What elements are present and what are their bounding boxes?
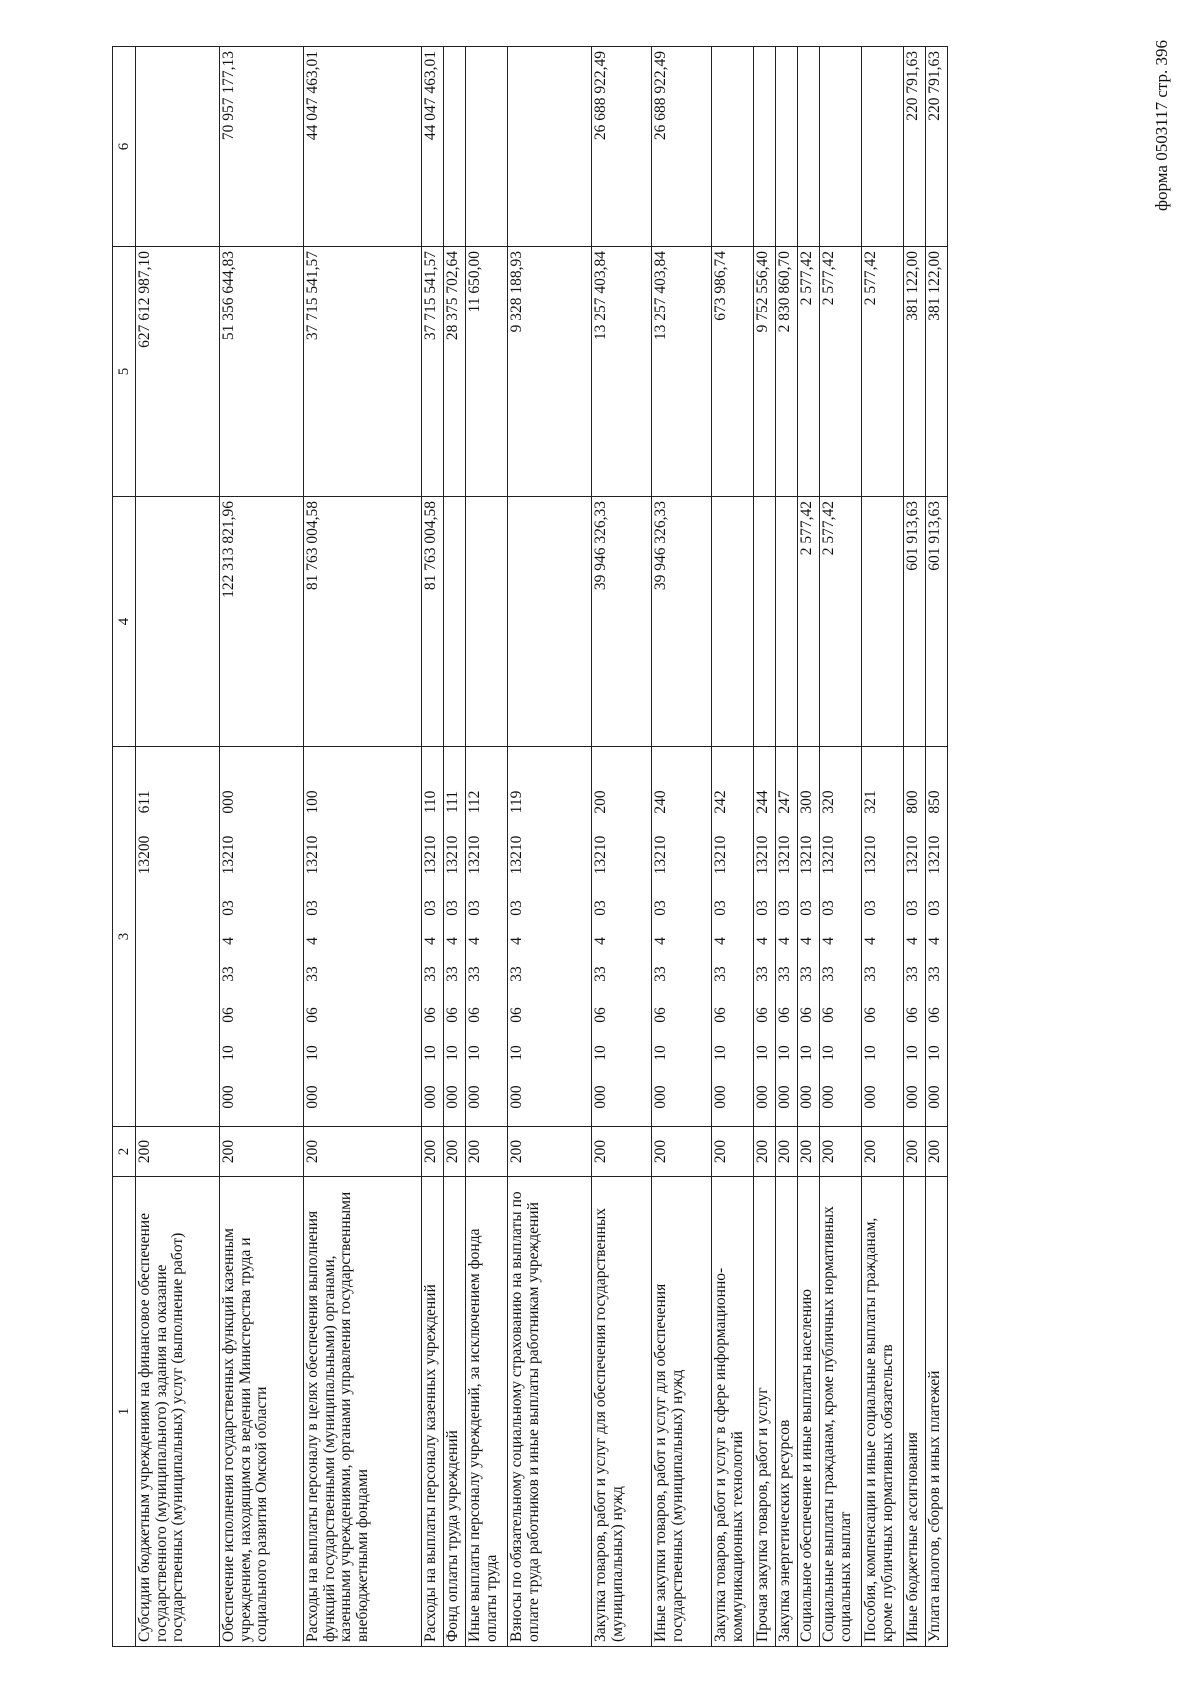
kbk-segment: 110 xyxy=(422,790,439,814)
column-number: 4 xyxy=(113,497,136,747)
table-row xyxy=(508,47,592,1647)
kbk-segment: 4 xyxy=(652,937,669,945)
kbk-segment: 000 xyxy=(712,1085,729,1109)
kbk-segment: 06 xyxy=(466,1007,483,1023)
table-row xyxy=(466,47,508,1647)
kbk-segment: 4 xyxy=(820,937,837,945)
table-row xyxy=(220,47,304,1647)
executed-amount: 9 328 188,93 xyxy=(508,247,592,497)
kbk-segment: 33 xyxy=(592,966,609,982)
approved-amount xyxy=(508,497,592,747)
executed-amount: 51 356 644,83 xyxy=(220,247,304,497)
table-row xyxy=(304,47,422,1647)
kbk-segment: 03 xyxy=(926,900,943,916)
executed-amount: 2 577,42 xyxy=(862,247,904,497)
kbk-segment: 800 xyxy=(904,790,921,814)
kbk-segment: 4 xyxy=(798,937,815,945)
executed-amount: 627 612 987,10 xyxy=(136,247,220,497)
column-number: 3 xyxy=(113,747,136,1127)
table-row xyxy=(904,47,926,1647)
kbk-segment: 33 xyxy=(926,966,943,982)
budget-classification-code xyxy=(220,747,304,1127)
row-name: Субсидии бюджетным учреждениям на финансовое обеспечение государственного (муниципального) задания на оказание государственных (муниципальных) услуг (выполнение работ) xyxy=(136,1177,220,1647)
executed-amount: 381 122,00 xyxy=(904,247,926,497)
kbk-segment: 03 xyxy=(712,900,729,916)
executed-amount: 13 257 403,84 xyxy=(652,247,712,497)
budget-classification-code xyxy=(136,747,220,1127)
kbk-segment: 10 xyxy=(926,1045,943,1061)
kbk-segment: 06 xyxy=(862,1007,879,1023)
kbk-segment: 33 xyxy=(712,966,729,982)
budget-classification-code xyxy=(444,747,466,1127)
kbk-segment: 06 xyxy=(904,1007,921,1023)
kbk-segment: 33 xyxy=(508,966,525,982)
kbk-segment: 242 xyxy=(712,790,729,814)
unexecuted-amount xyxy=(820,47,862,247)
kbk-segment: 000 xyxy=(444,1085,461,1109)
kbk-segment: 247 xyxy=(776,790,793,814)
unexecuted-amount: 26 688 922,49 xyxy=(592,47,652,247)
row-name: Социальные выплаты гражданам, кроме публичных нормативных социальных выплат xyxy=(820,1177,862,1647)
kbk-segment: 13210 xyxy=(652,835,669,875)
kbk-segment: 4 xyxy=(220,937,237,945)
kbk-segment: 000 xyxy=(798,1085,815,1109)
kbk-segment: 33 xyxy=(652,966,669,982)
kbk-segment: 33 xyxy=(862,966,879,982)
line-code: 200 xyxy=(592,1127,652,1177)
unexecuted-amount: 44 047 463,01 xyxy=(304,47,422,247)
kbk-segment: 000 xyxy=(652,1085,669,1109)
kbk-segment: 13210 xyxy=(754,835,771,875)
budget-classification-code xyxy=(862,747,904,1127)
kbk-segment: 111 xyxy=(444,790,461,814)
line-code: 200 xyxy=(820,1127,862,1177)
budget-classification-code xyxy=(652,747,712,1127)
column-number: 2 xyxy=(113,1127,136,1177)
kbk-segment: 000 xyxy=(754,1085,771,1109)
kbk-segment: 06 xyxy=(926,1007,943,1023)
unexecuted-amount xyxy=(798,47,820,247)
row-name: Обеспечение исполнения государственных функций казенным учреждением, находящимся в ведении Министерства труда и социального развития Омской области xyxy=(220,1177,304,1647)
executed-amount: 28 375 702,64 xyxy=(444,247,466,497)
kbk-segment: 4 xyxy=(466,937,483,945)
kbk-segment: 244 xyxy=(754,790,771,814)
budget-classification-code xyxy=(466,747,508,1127)
approved-amount: 81 763 004,58 xyxy=(422,497,444,747)
line-code: 200 xyxy=(136,1127,220,1177)
unexecuted-amount xyxy=(444,47,466,247)
kbk-segment: 4 xyxy=(862,937,879,945)
table-row xyxy=(422,47,444,1647)
kbk-segment: 03 xyxy=(776,900,793,916)
kbk-segment: 13210 xyxy=(592,835,609,875)
kbk-segment: 13210 xyxy=(466,835,483,875)
kbk-segment: 06 xyxy=(508,1007,525,1023)
line-code: 200 xyxy=(422,1127,444,1177)
approved-amount: 2 577,42 xyxy=(798,497,820,747)
row-name: Пособия, компенсации и иные социальные выплаты гражданам, кроме публичных нормативных обязательств xyxy=(862,1177,904,1647)
kbk-segment: 4 xyxy=(508,937,525,945)
approved-amount: 39 946 326,33 xyxy=(592,497,652,747)
row-name: Закупка энергетических ресурсов xyxy=(776,1177,798,1647)
kbk-segment: 13210 xyxy=(904,835,921,875)
line-code: 200 xyxy=(508,1127,592,1177)
kbk-segment: 06 xyxy=(304,1007,321,1023)
kbk-segment: 000 xyxy=(926,1085,943,1109)
row-name: Уплата налогов, сборов и иных платежей xyxy=(926,1177,948,1647)
kbk-segment: 10 xyxy=(820,1045,837,1061)
approved-amount xyxy=(754,497,776,747)
kbk-segment: 13210 xyxy=(820,835,837,875)
kbk-segment: 33 xyxy=(444,966,461,982)
executed-amount: 381 122,00 xyxy=(926,247,948,497)
table-row xyxy=(926,47,948,1647)
kbk-segment: 000 xyxy=(304,1085,321,1109)
kbk-segment: 33 xyxy=(798,966,815,982)
kbk-segment: 06 xyxy=(798,1007,815,1023)
kbk-segment: 06 xyxy=(592,1007,609,1023)
kbk-segment: 850 xyxy=(926,790,943,814)
kbk-segment: 03 xyxy=(466,900,483,916)
kbk-segment: 4 xyxy=(304,937,321,945)
kbk-segment: 10 xyxy=(798,1045,815,1061)
kbk-segment: 10 xyxy=(444,1045,461,1061)
kbk-segment: 13210 xyxy=(798,835,815,875)
kbk-segment: 10 xyxy=(862,1045,879,1061)
kbk-segment: 03 xyxy=(220,900,237,916)
kbk-segment: 10 xyxy=(220,1045,237,1061)
kbk-segment: 000 xyxy=(820,1085,837,1109)
unexecuted-amount: 220 791,63 xyxy=(904,47,926,247)
kbk-segment: 33 xyxy=(820,966,837,982)
line-code: 200 xyxy=(926,1127,948,1177)
kbk-segment: 06 xyxy=(754,1007,771,1023)
kbk-segment: 13210 xyxy=(220,835,237,875)
column-number: 5 xyxy=(113,247,136,497)
kbk-segment: 4 xyxy=(712,937,729,945)
unexecuted-amount: 220 791,63 xyxy=(926,47,948,247)
kbk-segment: 10 xyxy=(904,1045,921,1061)
executed-amount: 2 577,42 xyxy=(798,247,820,497)
approved-amount: 122 313 821,96 xyxy=(220,497,304,747)
kbk-segment: 13210 xyxy=(508,835,525,875)
kbk-segment: 4 xyxy=(904,937,921,945)
kbk-segment: 06 xyxy=(776,1007,793,1023)
kbk-segment: 10 xyxy=(652,1045,669,1061)
kbk-segment: 03 xyxy=(904,900,921,916)
table-row xyxy=(136,47,220,1647)
form-label: форма 0503117 стр. 396 xyxy=(1152,40,1171,211)
approved-amount: 601 913,63 xyxy=(904,497,926,747)
row-name: Прочая закупка товаров, работ и услуг xyxy=(754,1177,776,1647)
line-code: 200 xyxy=(220,1127,304,1177)
executed-amount: 11 650,00 xyxy=(466,247,508,497)
kbk-segment: 33 xyxy=(754,966,771,982)
table-row xyxy=(820,47,862,1647)
unexecuted-amount: 70 957 177,13 xyxy=(220,47,304,247)
kbk-segment: 03 xyxy=(304,900,321,916)
unexecuted-amount xyxy=(776,47,798,247)
kbk-segment: 03 xyxy=(862,900,879,916)
row-name: Расходы на выплаты персоналу в целях обеспечения выполнения функций государственными (муниципальными) органами, казенными учреждениями, органами управления государственными внебюджетными фондами xyxy=(304,1177,422,1647)
unexecuted-amount xyxy=(136,47,220,247)
line-code: 200 xyxy=(754,1127,776,1177)
executed-amount: 13 257 403,84 xyxy=(592,247,652,497)
row-name: Иные закупки товаров, работ и услуг для обеспечения государственных (муниципальных) нужд xyxy=(652,1177,712,1647)
kbk-segment: 611 xyxy=(136,790,153,814)
kbk-segment: 10 xyxy=(712,1045,729,1061)
unexecuted-amount xyxy=(466,47,508,247)
row-name: Закупка товаров, работ и услуг для обеспечения государственных (муниципальных) нужд xyxy=(592,1177,652,1647)
unexecuted-amount xyxy=(508,47,592,247)
kbk-segment: 33 xyxy=(904,966,921,982)
line-code: 200 xyxy=(652,1127,712,1177)
column-number: 6 xyxy=(113,47,136,247)
line-code: 200 xyxy=(798,1127,820,1177)
kbk-segment: 000 xyxy=(904,1085,921,1109)
budget-classification-code xyxy=(820,747,862,1127)
kbk-segment: 10 xyxy=(592,1045,609,1061)
table-row xyxy=(444,47,466,1647)
kbk-segment: 33 xyxy=(304,966,321,982)
kbk-segment: 03 xyxy=(652,900,669,916)
kbk-segment: 4 xyxy=(754,937,771,945)
budget-classification-code xyxy=(304,747,422,1127)
kbk-segment: 13210 xyxy=(422,835,439,875)
kbk-segment: 06 xyxy=(712,1007,729,1023)
budget-classification-code xyxy=(926,747,948,1127)
kbk-segment: 321 xyxy=(862,790,879,814)
kbk-segment: 000 xyxy=(220,1085,237,1109)
kbk-segment: 03 xyxy=(820,900,837,916)
kbk-segment: 13210 xyxy=(926,835,943,875)
budget-classification-code xyxy=(798,747,820,1127)
kbk-segment: 000 xyxy=(776,1085,793,1109)
approved-amount xyxy=(712,497,754,747)
approved-amount xyxy=(444,497,466,747)
budget-report-table xyxy=(112,46,948,1647)
kbk-segment: 4 xyxy=(776,937,793,945)
kbk-segment: 03 xyxy=(754,900,771,916)
kbk-segment: 03 xyxy=(508,900,525,916)
line-code: 200 xyxy=(904,1127,926,1177)
approved-amount: 601 913,63 xyxy=(926,497,948,747)
kbk-segment: 33 xyxy=(776,966,793,982)
kbk-segment: 240 xyxy=(652,790,669,814)
kbk-segment: 13210 xyxy=(444,835,461,875)
kbk-segment: 000 xyxy=(508,1085,525,1109)
kbk-segment: 06 xyxy=(220,1007,237,1023)
executed-amount: 2 577,42 xyxy=(820,247,862,497)
budget-classification-code xyxy=(422,747,444,1127)
kbk-segment: 13210 xyxy=(862,835,879,875)
kbk-segment: 10 xyxy=(776,1045,793,1061)
kbk-segment: 33 xyxy=(466,966,483,982)
table-row xyxy=(754,47,776,1647)
budget-classification-code xyxy=(508,747,592,1127)
kbk-segment: 000 xyxy=(862,1085,879,1109)
table-row xyxy=(712,47,754,1647)
kbk-segment: 000 xyxy=(422,1085,439,1109)
line-code: 200 xyxy=(466,1127,508,1177)
kbk-segment: 33 xyxy=(422,966,439,982)
kbk-segment: 100 xyxy=(304,790,321,814)
kbk-segment: 10 xyxy=(754,1045,771,1061)
kbk-segment: 03 xyxy=(444,900,461,916)
unexecuted-amount xyxy=(754,47,776,247)
kbk-segment: 33 xyxy=(220,966,237,982)
executed-amount: 37 715 541,57 xyxy=(422,247,444,497)
budget-classification-code xyxy=(592,747,652,1127)
kbk-segment: 10 xyxy=(508,1045,525,1061)
approved-amount: 2 577,42 xyxy=(820,497,862,747)
executed-amount: 37 715 541,57 xyxy=(304,247,422,497)
kbk-segment: 10 xyxy=(422,1045,439,1061)
row-name: Иные выплаты персоналу учреждений, за исключением фонда оплаты труда xyxy=(466,1177,508,1647)
row-name: Фонд оплаты труда учреждений xyxy=(444,1177,466,1647)
budget-classification-code xyxy=(754,747,776,1127)
executed-amount: 2 830 860,70 xyxy=(776,247,798,497)
kbk-segment: 4 xyxy=(422,937,439,945)
row-name: Взносы по обязательному социальному страхованию на выплаты по оплате труда работников и иные выплаты работникам учреждений xyxy=(508,1177,592,1647)
rotated-table-container xyxy=(112,47,1064,1647)
approved-amount xyxy=(136,497,220,747)
line-code: 200 xyxy=(444,1127,466,1177)
executed-amount: 673 986,74 xyxy=(712,247,754,497)
table-row xyxy=(862,47,904,1647)
kbk-segment: 4 xyxy=(926,937,943,945)
row-name: Иные бюджетные ассигнования xyxy=(904,1177,926,1647)
kbk-segment: 06 xyxy=(422,1007,439,1023)
approved-amount xyxy=(862,497,904,747)
kbk-segment: 06 xyxy=(652,1007,669,1023)
executed-amount: 9 752 556,40 xyxy=(754,247,776,497)
kbk-segment: 13210 xyxy=(776,835,793,875)
row-name: Социальное обеспечение и иные выплаты населению xyxy=(798,1177,820,1647)
approved-amount: 39 946 326,33 xyxy=(652,497,712,747)
kbk-segment: 112 xyxy=(466,790,483,814)
line-code: 200 xyxy=(712,1127,754,1177)
column-number-row xyxy=(113,47,136,1647)
table-row xyxy=(652,47,712,1647)
kbk-segment: 10 xyxy=(466,1045,483,1061)
unexecuted-amount xyxy=(862,47,904,247)
kbk-segment: 13200 xyxy=(136,835,153,875)
kbk-segment: 03 xyxy=(798,900,815,916)
budget-classification-code xyxy=(712,747,754,1127)
kbk-segment: 000 xyxy=(466,1085,483,1109)
unexecuted-amount xyxy=(712,47,754,247)
approved-amount xyxy=(776,497,798,747)
kbk-segment: 10 xyxy=(304,1045,321,1061)
kbk-segment: 06 xyxy=(444,1007,461,1023)
kbk-segment: 200 xyxy=(592,790,609,814)
kbk-segment: 03 xyxy=(592,900,609,916)
kbk-segment: 119 xyxy=(508,790,525,814)
kbk-segment: 13210 xyxy=(304,835,321,875)
column-number: 1 xyxy=(113,1177,136,1647)
kbk-segment: 4 xyxy=(444,937,461,945)
line-code: 200 xyxy=(304,1127,422,1177)
approved-amount: 81 763 004,58 xyxy=(304,497,422,747)
table-row xyxy=(776,47,798,1647)
kbk-segment: 13210 xyxy=(712,835,729,875)
table-row xyxy=(592,47,652,1647)
kbk-segment: 320 xyxy=(820,790,837,814)
table-row xyxy=(798,47,820,1647)
kbk-segment: 000 xyxy=(220,790,237,814)
kbk-segment: 000 xyxy=(592,1085,609,1109)
approved-amount xyxy=(466,497,508,747)
budget-classification-code xyxy=(776,747,798,1127)
kbk-segment: 03 xyxy=(422,900,439,916)
line-code: 200 xyxy=(862,1127,904,1177)
row-name: Закупка товаров, работ и услуг в сфере информационно-коммуникационных технологий xyxy=(712,1177,754,1647)
budget-classification-code xyxy=(904,747,926,1127)
kbk-segment: 06 xyxy=(820,1007,837,1023)
unexecuted-amount: 26 688 922,49 xyxy=(652,47,712,247)
line-code: 200 xyxy=(776,1127,798,1177)
kbk-segment: 4 xyxy=(592,937,609,945)
unexecuted-amount: 44 047 463,01 xyxy=(422,47,444,247)
kbk-segment: 300 xyxy=(798,790,815,814)
row-name: Расходы на выплаты персоналу казенных учреждений xyxy=(422,1177,444,1647)
